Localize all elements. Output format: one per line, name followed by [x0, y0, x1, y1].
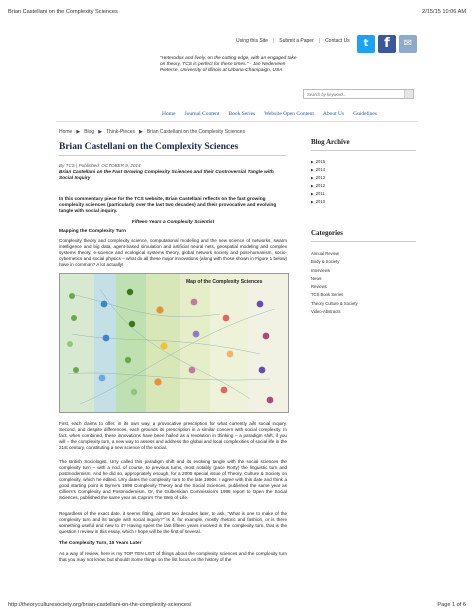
- social-links: [357, 35, 417, 53]
- byline: By TCS | Published: OCTOBER 9, 2014: [59, 163, 141, 168]
- nav-divider: [56, 121, 418, 122]
- print-header-date: 2/15/15 10:06 AM: [422, 9, 466, 15]
- nav-about-us[interactable]: About Us: [322, 111, 345, 117]
- category-link[interactable]: TCS Book Series: [311, 292, 344, 298]
- archive-heading: Blog Archive: [311, 138, 350, 146]
- caret-right-icon: ▶: [311, 184, 314, 188]
- nav-separator: |: [272, 38, 275, 44]
- breadcrumb-current: Brian Castellani on the Complexity Sciences: [146, 129, 245, 135]
- map-title: Map of the Complexity Sciences: [186, 279, 263, 285]
- chevron-right-icon: ▶: [98, 129, 103, 135]
- paragraph-5: As a way of review, here is my TOP TEN LIST of things about the complexity sciences and the complexity turn that you may not know, but should! Some things on the list focus on the history of the: [59, 551, 287, 563]
- facebook-icon[interactable]: f: [378, 35, 396, 53]
- archive-item[interactable]: ▶ 2010: [311, 199, 326, 204]
- nav-home[interactable]: Home: [162, 111, 176, 117]
- breadcrumb: [59, 129, 245, 135]
- archive-item[interactable]: ▶ 2013: [311, 175, 326, 180]
- print-footer-page: Page 1 of 6: [437, 602, 466, 608]
- search-button[interactable]: [404, 90, 413, 98]
- article-intro: In this commentary piece for the TCS website, Brian Castellani reflects on the fast growing complexity sciences (particularly over the last two decades) and their provocative and evolving tangle with social inquiry.: [59, 197, 277, 215]
- category-link[interactable]: Video-Abstracts: [311, 309, 341, 315]
- utility-nav: [236, 38, 350, 44]
- search-box: [303, 89, 414, 99]
- category-link[interactable]: Reviews: [311, 284, 327, 290]
- nav-journal-content[interactable]: Journal Content: [184, 111, 220, 117]
- breadcrumb-blog[interactable]: Blog: [84, 129, 95, 135]
- paragraph-4: Regardless of the exact date, it seems fitting, almost two decades later, to ask, "What is one to make of the complexity turn and its tangle with social inquiry?" Is it, for example, mostly rhetoric and fashion, or is there something useful and new to it? Having spent the last fifteen years involved in the complexity turn, that is the question I review in this essay, which I hope will be the first of several.: [59, 511, 287, 535]
- breadcrumb-home[interactable]: Home: [59, 129, 73, 135]
- nav-open-content[interactable]: Website Open Content: [264, 111, 314, 117]
- contact-us-link[interactable]: Contact Us: [325, 38, 350, 44]
- submit-paper-link[interactable]: Submit a Paper: [279, 38, 314, 44]
- breadcrumb-think-pieces[interactable]: Think-Pieces: [106, 129, 135, 135]
- archive-item[interactable]: ▶ 2011: [311, 191, 325, 196]
- paragraph-2: First, each claims to offer, in its own way, a provocative prescription for what currently ails social inquiry. Second, and despite differences, each grounds its prescription in a similar concern with social complexity. In fact, when combined, these innovations have been hailed as a revolution in thinking – a paradigm shift, if you will – the complexity turn, a new way to assess and address the global and local complexities of social life in the 21st century, constituting a new science of the social.: [59, 421, 287, 451]
- heading-complexity-turn: The Complexity Turn, 15 Years Later: [59, 541, 142, 546]
- print-footer: [8, 602, 466, 608]
- twitter-icon[interactable]: t: [357, 35, 375, 53]
- print-header-title: Brian Castellani on the Complexity Sciences: [8, 9, 118, 15]
- print-footer-url: http://theoryculturesociety.org/brian-castellani-on-the-complexity-sciences/: [8, 602, 192, 608]
- category-link[interactable]: Body & Society: [311, 259, 340, 265]
- article-subtitle: Brian Castellani on the Fast Growing Complexity Sciences and their Controversial Tangle with Social Inquiry: [59, 170, 274, 182]
- page-title: Brian Castellani on the Complexity Sciences: [59, 142, 239, 152]
- archive-item[interactable]: ▶ 2012: [311, 183, 326, 188]
- print-header: [8, 9, 466, 15]
- heading-mapping: Mapping the Complexity Turn: [59, 229, 127, 234]
- paragraph-1: Complexity theory and complexity science, computational modeling and the new science of networks, swarm intelligence and big data, agent-based simulation and artificial neural nets, geospatial modeling and complex systems theory, e-science and ecological systems theory, global network society and post-humanism, socio-cybernetics and social physics – what do all these major innovations (along with those shown in Figure 1 below) have in common? A lot actually!: [59, 238, 287, 268]
- caret-right-icon: ▶: [311, 176, 314, 180]
- complexity-map-graphic: [60, 274, 289, 413]
- archive-divider: [311, 150, 416, 151]
- category-link[interactable]: Interviews: [311, 267, 330, 273]
- nav-guidelines[interactable]: Guidelines: [353, 111, 377, 117]
- using-site-link[interactable]: Using this Site: [236, 38, 268, 44]
- paragraph-3: The British Sociologist, Urry called this paradigm shift and its evolving tangle with the social sciences the complexity turn – with a nod, of course, to previous turns, most notably (pace Rorty) the linguistic turn and postmodernism. And he did so, appropriately enough, for a 2005 special issue of Theory, Culture & Society on complexity, which he edited. Urry dates the complexity turn to the late 1990s. I agree with this date and think a good starting point is Byrne's 1998 Complexity Theory and the Social Sciences, published the same year as Cilliers's Complexity and Postmodernism. Or, the Gulbenkian Commission's 1996 report to Open the Social Sciences, published the same year as Capra's The Web of Life.: [59, 459, 287, 501]
- main-nav: [162, 111, 377, 117]
- title-divider: [59, 155, 286, 156]
- nav-book-series[interactable]: Book Series: [228, 111, 256, 117]
- categories-list: [311, 250, 358, 316]
- category-link[interactable]: Theory Culture & Society: [311, 300, 358, 306]
- header-quote: "Heterodox and lively, on the cutting edge, with an engaged take on theory, TCS is perfect for these times." - Jan Nederveen Pieterse, University of Illinois at Urbana-Champaign, USA: [160, 56, 297, 74]
- search-input[interactable]: [304, 90, 404, 98]
- categories-divider: [311, 241, 416, 242]
- archive-item[interactable]: ▶ 2014: [311, 167, 326, 172]
- chevron-right-icon: ▶: [76, 129, 81, 135]
- chevron-right-icon: ▶: [138, 129, 143, 135]
- caret-right-icon: ▶: [311, 192, 314, 196]
- archive-list: [311, 158, 325, 206]
- caret-right-icon: ▶: [311, 160, 314, 164]
- category-link[interactable]: News: [311, 275, 322, 281]
- category-link[interactable]: Annual Review: [311, 251, 339, 256]
- mail-icon[interactable]: ✉: [399, 35, 417, 53]
- section-title: Fifteen Years a Complexity Scientist: [131, 220, 215, 225]
- archive-item[interactable]: ▶ 2015: [311, 159, 326, 164]
- categories-heading: Categories: [311, 229, 343, 237]
- nav-separator: |: [318, 38, 321, 44]
- complexity-map-figure: [59, 273, 289, 413]
- caret-right-icon: ▶: [311, 200, 314, 204]
- caret-right-icon: ▶: [311, 168, 314, 172]
